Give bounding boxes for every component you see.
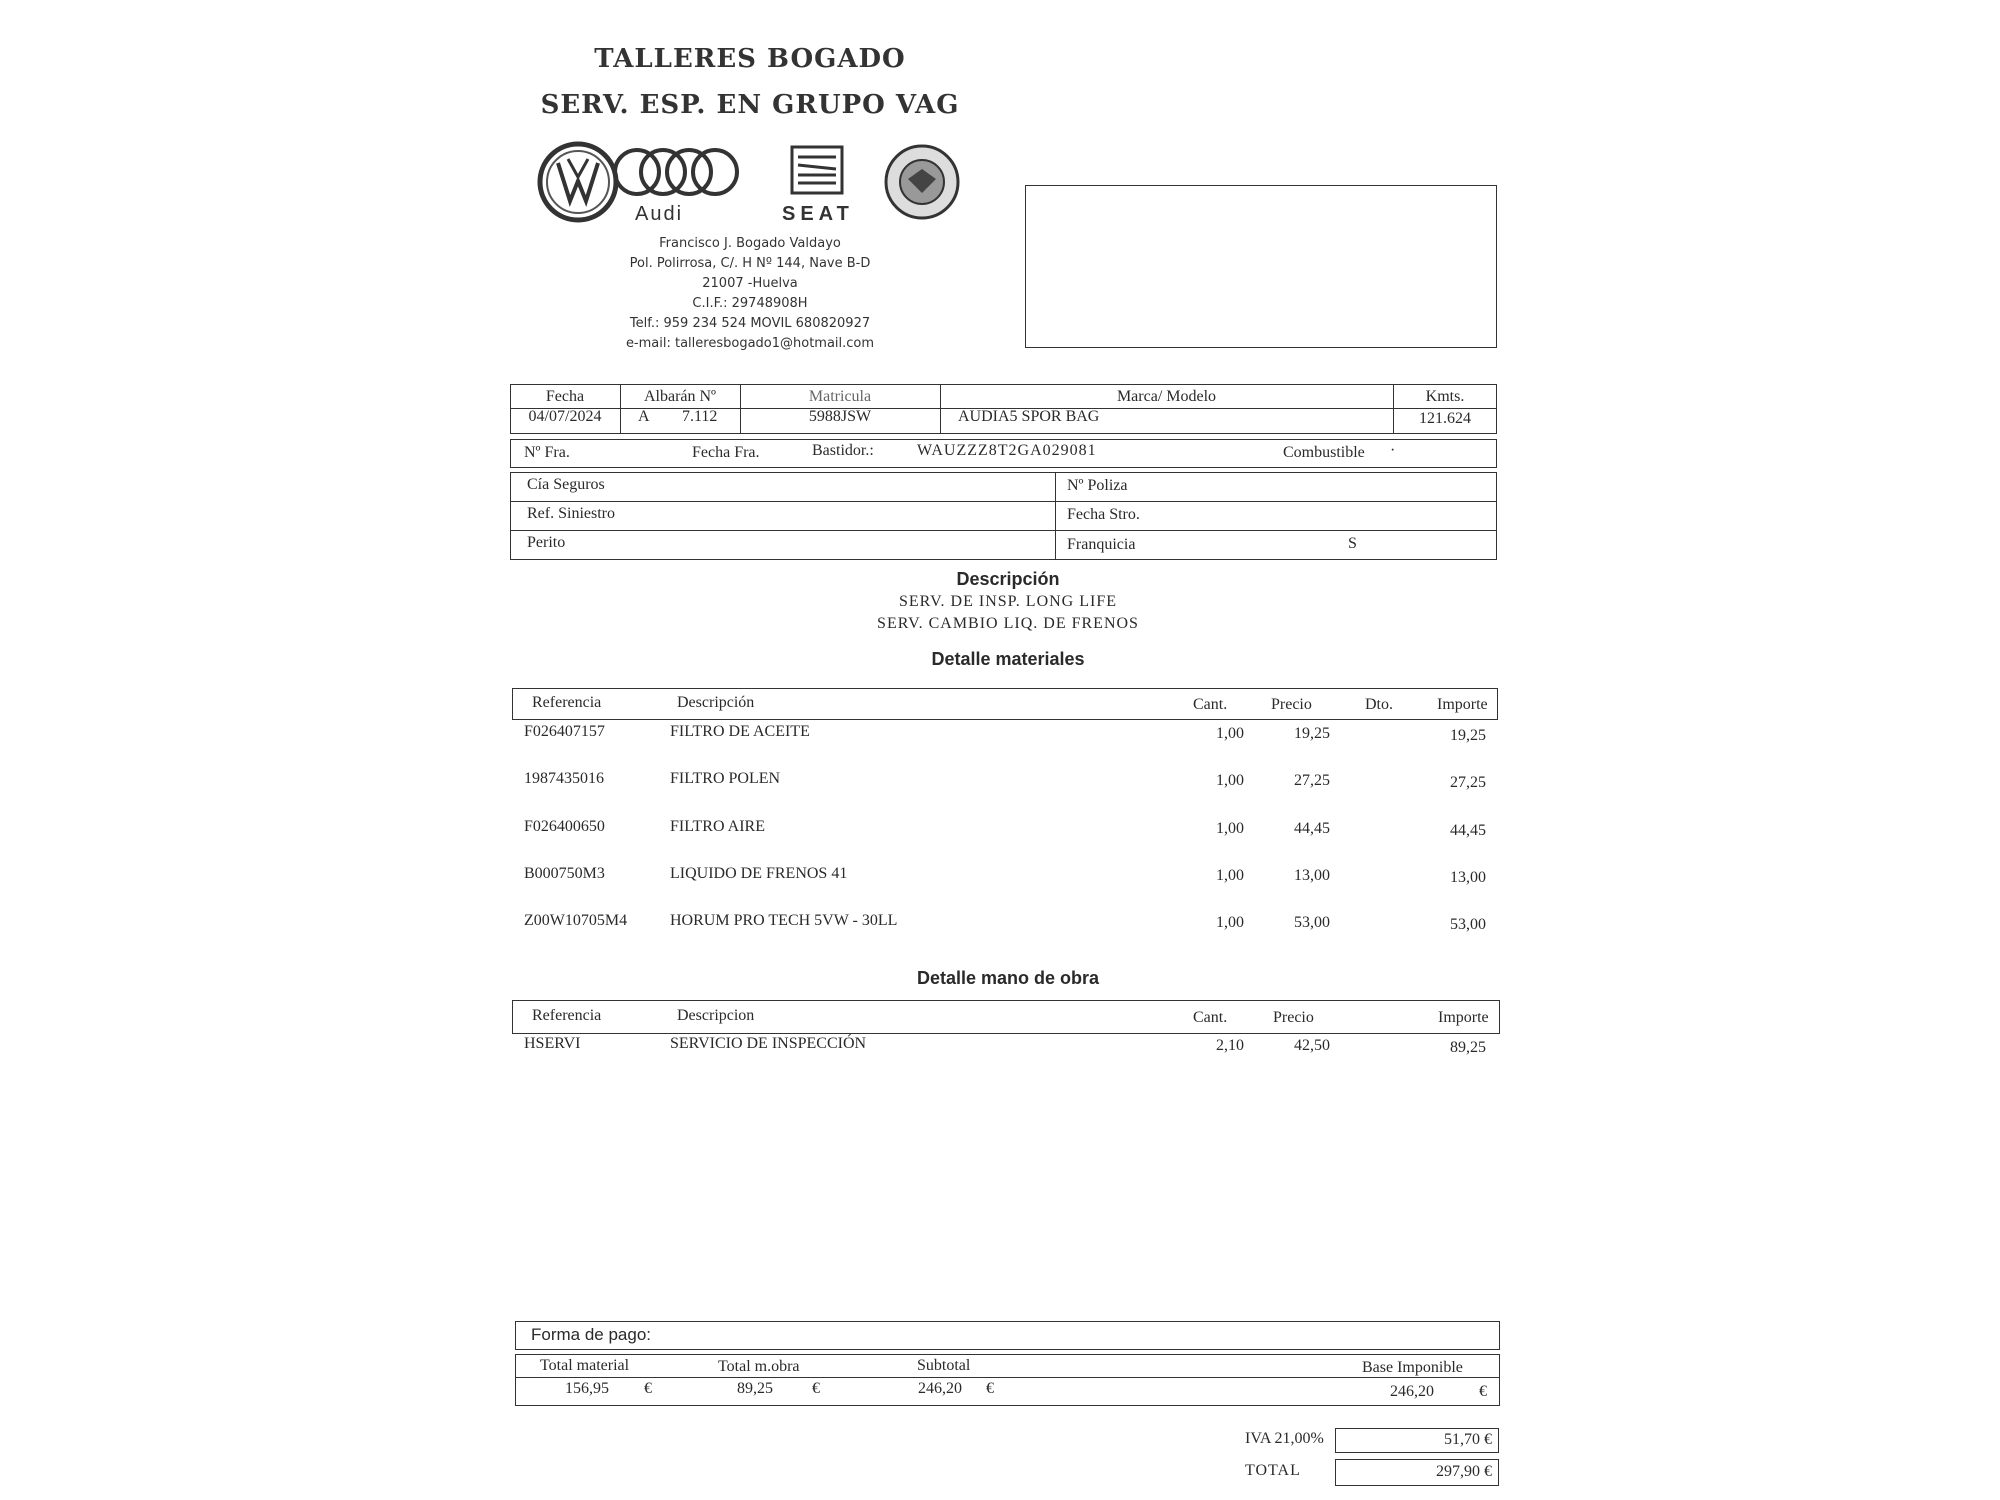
mat-ref: 1987435016 xyxy=(524,770,604,787)
mat-cant: 1,00 xyxy=(1216,725,1244,742)
bastidor-label: Bastidor.: xyxy=(812,442,874,459)
volkswagen-logo-icon xyxy=(540,144,616,220)
lab-col-descripcion: Descripcion xyxy=(677,1007,755,1024)
labor-header-row xyxy=(512,1000,1500,1034)
company-address: Pol. Polirrosa, C/. H Nº 144, Nave B-D xyxy=(629,256,871,271)
lab-col-importe: Importe xyxy=(1438,1009,1489,1026)
mat-importe: 53,00 xyxy=(1450,916,1486,933)
mat-ref: Z00W10705M4 xyxy=(524,912,628,929)
poliza-label: Nº Poliza xyxy=(1067,477,1128,494)
description-heading: Descripción xyxy=(956,569,1060,589)
mat-col-descripcion: Descripción xyxy=(677,694,755,711)
company-cif: C.I.F.: 29748908H xyxy=(692,296,808,311)
mat-ref: F026400650 xyxy=(524,818,605,835)
combustible-label: Combustible xyxy=(1283,444,1365,461)
matricula-label: Matricula xyxy=(808,388,872,405)
total-value: 297,90 € xyxy=(1436,1463,1492,1480)
iva-label: IVA 21,00% xyxy=(1245,1430,1324,1447)
audi-brand-text: Audi xyxy=(635,203,684,225)
base-imponible-currency: € xyxy=(1479,1383,1487,1400)
total-material-label: Total material xyxy=(540,1357,630,1374)
lab-cant: 2,10 xyxy=(1216,1037,1244,1054)
mat-cant: 1,00 xyxy=(1216,820,1244,837)
mat-col-dto: Dto. xyxy=(1365,696,1393,713)
perito-label: Perito xyxy=(527,534,566,551)
ref-siniestro-label: Ref. Siniestro xyxy=(527,505,615,522)
bastidor-value: WAUZZZ8T2GA029081 xyxy=(917,442,1097,459)
lab-precio: 42,50 xyxy=(1294,1037,1330,1054)
brand-logos xyxy=(530,135,970,230)
materials-heading: Detalle materiales xyxy=(931,649,1085,669)
franquicia-value: S xyxy=(1348,535,1357,552)
description-line-1: SERV. DE INSP. LONG LIFE xyxy=(899,593,1117,610)
mat-desc: FILTRO POLEN xyxy=(670,770,781,787)
lab-col-precio: Precio xyxy=(1273,1009,1314,1026)
total-mobra-value: 89,25 xyxy=(737,1380,773,1397)
fecha-value: 04/07/2024 xyxy=(528,408,602,425)
kms-label: Kmts. xyxy=(1425,388,1465,405)
audi-rings-icon xyxy=(615,150,737,194)
mat-col-cant: Cant. xyxy=(1193,696,1228,713)
iva-value: 51,70 € xyxy=(1444,1431,1492,1448)
kms-value: 121.624 xyxy=(1419,410,1471,427)
mat-importe: 13,00 xyxy=(1450,869,1486,886)
lab-col-referencia: Referencia xyxy=(532,1007,602,1024)
lab-importe: 89,25 xyxy=(1450,1039,1486,1056)
combustible-value: · xyxy=(1390,442,1396,459)
fechafra-label: Fecha Fra. xyxy=(692,444,760,461)
mat-precio: 27,25 xyxy=(1294,772,1330,789)
company-city: 21007 -Huelva xyxy=(702,276,798,291)
totals-table xyxy=(515,1354,1500,1406)
mat-col-precio: Precio xyxy=(1271,696,1312,713)
mat-precio: 53,00 xyxy=(1294,914,1330,931)
lab-ref: HSERVI xyxy=(524,1035,581,1052)
description-line-2: SERV. CAMBIO LIQ. DE FRENOS xyxy=(877,615,1139,632)
mat-importe: 19,25 xyxy=(1450,727,1486,744)
mat-desc: FILTRO AIRE xyxy=(670,818,765,835)
total-mobra-currency: € xyxy=(812,1380,820,1397)
subtotal-value: 246,20 xyxy=(918,1380,962,1397)
company-phone: Telf.: 959 234 524 MOVIL 680820927 xyxy=(629,316,871,331)
skoda-logo-icon xyxy=(886,146,958,218)
lab-col-cant: Cant. xyxy=(1193,1009,1228,1026)
mat-ref: F026407157 xyxy=(524,723,605,740)
labor-heading: Detalle mano de obra xyxy=(916,968,1100,988)
client-address-box xyxy=(1025,185,1497,348)
base-imponible-value: 246,20 xyxy=(1390,1383,1434,1400)
mat-importe: 44,45 xyxy=(1450,822,1486,839)
total-label: TOTAL xyxy=(1245,1462,1301,1479)
mat-col-referencia: Referencia xyxy=(532,694,602,711)
seat-brand-text: SEAT xyxy=(782,203,854,225)
mat-precio: 13,00 xyxy=(1294,867,1330,884)
payment-method-box xyxy=(515,1321,1500,1350)
albaran-serie: A xyxy=(638,408,650,425)
franquicia-label: Franquicia xyxy=(1067,536,1136,553)
matricula-value: 5988JSW xyxy=(808,408,872,425)
marca-value: AUDIA5 SPOR BAG xyxy=(958,408,1100,425)
company-subtitle: SERV. ESP. EN GRUPO VAG xyxy=(540,90,960,120)
mat-cant: 1,00 xyxy=(1216,867,1244,884)
albaran-label: Albarán Nº xyxy=(643,388,717,405)
mat-desc: HORUM PRO TECH 5VW - 30LL xyxy=(670,912,898,929)
payment-method-label: Forma de pago: xyxy=(531,1325,652,1344)
mat-importe: 27,25 xyxy=(1450,774,1486,791)
company-email: e-mail: talleresbogado1@hotmail.com xyxy=(625,336,875,351)
mat-col-importe: Importe xyxy=(1437,696,1488,713)
nfra-label: Nº Fra. xyxy=(524,444,570,461)
company-name: TALLERES BOGADO xyxy=(594,44,906,74)
fecha-label: Fecha xyxy=(545,388,585,405)
lab-desc: SERVICIO DE INSPECCIÓN xyxy=(670,1035,867,1052)
materials-header-row xyxy=(512,688,1498,720)
mat-desc: FILTRO DE ACEITE xyxy=(670,723,810,740)
fecha-stro-label: Fecha Stro. xyxy=(1067,506,1140,523)
total-material-currency: € xyxy=(644,1380,652,1397)
mat-precio: 44,45 xyxy=(1294,820,1330,837)
subtotal-label: Subtotal xyxy=(917,1357,971,1374)
mat-precio: 19,25 xyxy=(1294,725,1330,742)
mat-cant: 1,00 xyxy=(1216,772,1244,789)
total-material-value: 156,95 xyxy=(565,1380,609,1397)
cia-seguros-label: Cía Seguros xyxy=(527,476,605,493)
total-mobra-label: Total m.obra xyxy=(718,1358,800,1375)
marca-label: Marca/ Modelo xyxy=(1116,388,1217,405)
mat-ref: B000750M3 xyxy=(524,865,605,882)
owner-name: Francisco J. Bogado Valdayo xyxy=(659,236,841,251)
albaran-value: 7.112 xyxy=(682,408,718,425)
subtotal-currency: € xyxy=(986,1380,994,1397)
seat-logo-icon xyxy=(792,147,842,193)
base-imponible-label: Base Imponible xyxy=(1362,1359,1463,1376)
mat-desc: LIQUIDO DE FRENOS 41 xyxy=(670,865,848,882)
mat-cant: 1,00 xyxy=(1216,914,1244,931)
